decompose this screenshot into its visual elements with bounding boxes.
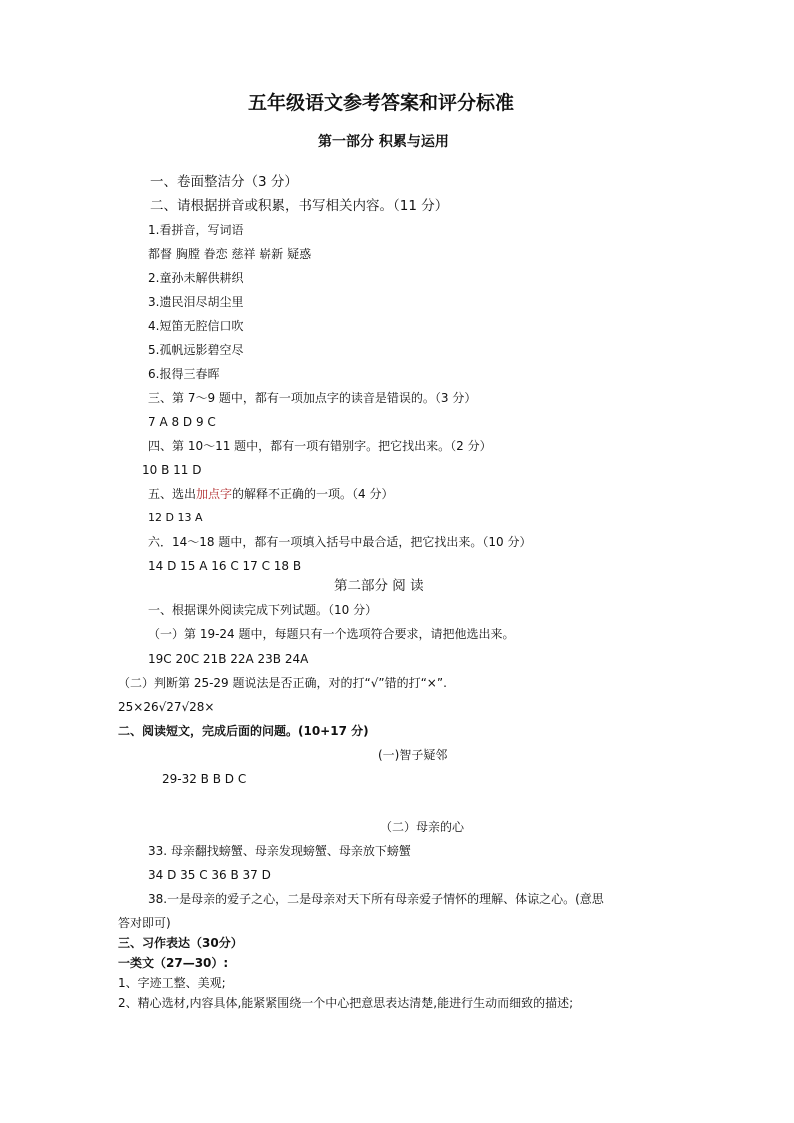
- passage-1-answer: 29-32 B B D C: [162, 772, 247, 786]
- section-1-sub-2-answer: 25×26√27√28×: [118, 700, 215, 714]
- answer-item: 都督 胸膛 眷恋 慈祥 崭新 疑惑: [148, 247, 312, 261]
- question-5: [148, 486, 393, 502]
- answer-33: 33. 母亲翻找螃蟹、母亲发现螃蟹、母亲放下螃蟹: [148, 844, 411, 858]
- category-1: 一类文（27—30）:: [118, 956, 229, 970]
- section-1-sub-2: （二）判断第 25-29 题说法是否正确，对的打“√”错的打“×”.: [118, 676, 447, 690]
- section-1-sub-1: （一）第 19-24 题中，每题只有一个选项符合要求，请把他选出来。: [148, 627, 515, 641]
- question-2: 二、请根据拼音或积累，书写相关内容。（11 分）: [150, 198, 449, 214]
- question-4: 四、第 10～11 题中，都有一项有错别字。把它找出来。（2 分）: [148, 439, 492, 453]
- answer-item: 3.遗民泪尽胡尘里: [148, 295, 244, 309]
- answer-38-cont: 答对即可): [118, 916, 171, 930]
- section-1: 一、根据课外阅读完成下列试题。（10 分）: [148, 603, 378, 617]
- part2-heading: 第二部分 阅 读: [334, 578, 424, 594]
- question-5-answer: 12 D 13 A: [148, 511, 203, 524]
- part3-heading: 三、习作表达（30分）: [118, 936, 243, 950]
- question-6: 六．14～18 题中，都有一项填入括号中最合适，把它找出来。（10 分）: [148, 535, 532, 549]
- part1-heading: 第一部分 积累与运用: [318, 134, 449, 150]
- passage-1-title: (一)智子疑邻: [378, 748, 448, 762]
- question-5-suffix: 的解释不正确的一项。（4 分）: [232, 487, 394, 501]
- answer-item: 1.看拼音，写词语: [148, 223, 244, 237]
- question-4-answer: 10 B 11 D: [142, 463, 202, 477]
- passage-2-title: （二）母亲的心: [380, 820, 465, 834]
- answer-38: 38.一是母亲的爱子之心，二是母亲对天下所有母亲爱子情怀的理解、体谅之心。(意思: [148, 892, 604, 906]
- question-1: 一、卷面整洁分（3 分）: [150, 174, 298, 190]
- question-3: 三、第 7～9 题中，都有一项加点字的读音是错误的。（3 分）: [148, 391, 477, 405]
- criterion-1: 1、字迹工整、美观;: [118, 976, 226, 990]
- answer-item: 6.报得三春晖: [148, 367, 220, 381]
- answer-item: 5.孤帆远影碧空尽: [148, 343, 244, 357]
- answer-34-37: 34 D 35 C 36 B 37 D: [148, 868, 271, 882]
- question-5-prefix: 五、选出: [148, 487, 197, 501]
- criterion-2: 2、精心选材,内容具体,能紧紧围绕一个中心把意思表达清楚,能进行生动而细致的描述;: [118, 996, 574, 1010]
- question-6-answer: 14 D 15 A 16 C 17 C 18 B: [148, 559, 302, 573]
- section-1-sub-1-answer: 19C 20C 21B 22A 23B 24A: [148, 652, 309, 666]
- question-5-highlight: 加点字: [196, 487, 233, 501]
- answer-item: 2.童孙未解供耕织: [148, 271, 244, 285]
- answer-item: 4.短笛无腔信口吹: [148, 319, 244, 333]
- question-3-answer: 7 A 8 D 9 C: [148, 415, 216, 429]
- section-2: 二、阅读短文，完成后面的问题。(10+17 分): [118, 724, 369, 738]
- page-title: 五年级语文参考答案和评分标准: [248, 92, 515, 114]
